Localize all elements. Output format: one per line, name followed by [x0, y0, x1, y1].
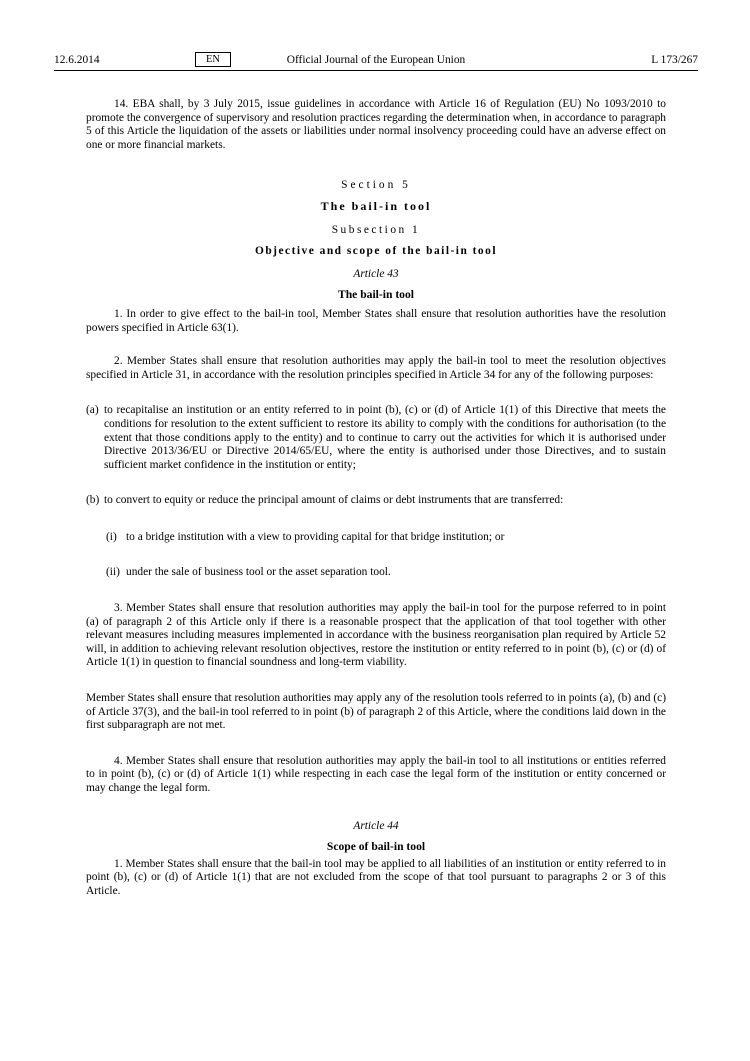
article-44-paragraph-1: 1. Member States shall ensure that the bail-in tool may be applied to all liabilities of an institution or entity referred to in point (b), (c) or (d) of Article 1(1) that are not excluded from the scope of that tool pursuant to paragraphs 2 or 3 of this Article. — [86, 857, 666, 897]
section-title: The bail-in tool — [320, 198, 432, 213]
language-badge: EN — [195, 52, 231, 67]
point-ii-text: under the sale of business tool or the asset separation tool. — [126, 566, 391, 579]
article-43-paragraph-2: 2. Member States shall ensure that resolution authorities may apply the bail-in tool to meet the resolution objectives specified in Article 31, in accordance with the resolution principles specified in Article 34 for any of the following purposes: — [86, 355, 666, 381]
point-a-text: to recapitalise an institution or an entity referred to in point (b), (c) or (d) of Article 1(1) of this Directive that meets the conditions for resolution to the extent sufficient to restore its ability to comply with the conditions for authorisation (to the extent that those conditions apply to the entity) and to continue to carry out the activities for which it is authorised under Directive 2013/36/EU or Directive 2014/65/EU, where the entity is authorised under those Directives, and to sustain sufficient market confidence in the institution or entity; — [104, 404, 666, 471]
subsection-title: Objective and scope of the bail-in tool — [254, 245, 497, 258]
point-i-label: (i) — [106, 530, 117, 543]
article-43-paragraph-3-subparagraph: Member States shall ensure that resolution authorities may apply any of the resolution tools referred to in points (a), (b) and (c) of Article 37(3), and the bail-in tool referred to in point (b) of paragraph 2 of this Article, where the conditions laid down in the first subparagraph are not met. — [86, 692, 666, 732]
page-reference: L 173/267 — [651, 54, 698, 66]
article-43-number: Article 43 — [353, 267, 399, 280]
point-a-label: (a) — [86, 404, 99, 417]
point-a — [86, 404, 666, 472]
point-i-text: to a bridge institution with a view to providing capital for that bridge institution; or — [126, 530, 505, 543]
point-ii — [86, 566, 666, 580]
point-ii-label: (ii) — [106, 566, 120, 579]
article-43-title: The bail-in tool — [337, 288, 415, 302]
article-43-paragraph-1: 1. In order to give effect to the bail-in tool, Member States shall ensure that resolution authorities have the resolution powers specified in Article 63(1). — [86, 307, 666, 334]
subsection-label: Subsection 1 — [331, 223, 421, 236]
header-date: 12.6.2014 — [54, 54, 100, 66]
article-43-paragraph-4: 4. Member States shall ensure that resolution authorities may apply the bail-in tool to all institutions or entities referred to in point (b), (c) or (d) of Article 1(1) while respecting in each case the legal form of the institution or entity concerned or may change the legal form. — [86, 754, 666, 794]
point-b-text: to convert to equity or reduce the principal amount of claims or debt instruments that are transferred: — [104, 494, 564, 507]
document-body — [86, 98, 666, 899]
point-b-label: (b) — [86, 494, 100, 507]
article-44-number: Article 44 — [353, 819, 399, 832]
point-i — [86, 531, 666, 545]
journal-title: Official Journal of the European Union — [286, 54, 466, 66]
page-header — [54, 52, 698, 71]
paragraph-14: 14. EBA shall, by 3 July 2015, issue guidelines in accordance with Article 16 of Regulation (EU) No 1093/2010 to promote the convergence of supervisory and resolution practices regarding the determination when, in accordance to paragraph 5 of this Article the liquidation of the assets or liabilities under normal insolvency proceeding could have an adverse effect on one or more financial markets. — [86, 98, 666, 151]
section-label: Section 5 — [341, 179, 411, 192]
article-43-paragraph-3: 3. Member States shall ensure that resolution authorities may apply the bail-in tool for the purpose referred to in point (a) of paragraph 2 of this Article only if there is a reasonable prospect that the application of that tool together with other relevant measures including measures implemented in accordance with the business reorganisation plan required by Article 52 will, in addition to achieving relevant resolution objectives, restore the institution or entity referred to in point (b), (c) or (d) of Article 1(1) in question to financial soundness and long-term viability. — [86, 602, 666, 669]
article-44-title: Scope of bail-in tool — [326, 840, 426, 854]
point-b — [86, 494, 666, 508]
